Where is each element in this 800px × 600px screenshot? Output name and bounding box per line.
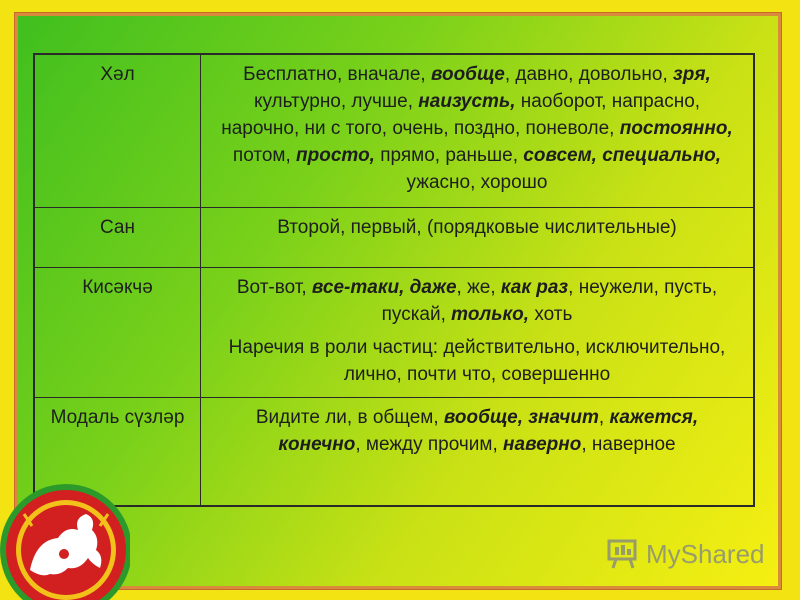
- emphasized-word: все-таки, даже: [311, 276, 457, 298]
- emphasized-word: совсем, специально,: [523, 145, 722, 166]
- emphasized-word: просто,: [296, 145, 375, 166]
- plain-text: культурно, лучше,: [253, 91, 419, 112]
- row-text: [215, 404, 739, 458]
- plain-text: ,: [598, 406, 610, 428]
- plain-text: ужасно, хорошо: [406, 172, 548, 193]
- row-note: Наречия в роли частиц: действительно, исключительно, лично, почти что, совершенно: [228, 336, 726, 385]
- plain-text: , давно, довольно,: [504, 64, 674, 85]
- plain-text: , между прочим,: [355, 433, 504, 455]
- row-description: [201, 267, 755, 397]
- plain-text: Второй, первый, (порядковые числительные): [277, 216, 677, 238]
- row-description: [201, 397, 755, 506]
- plain-text: , наверное: [581, 433, 676, 455]
- emphasized-word: наверно: [503, 433, 582, 455]
- plain-text: хоть: [529, 303, 573, 325]
- row-description: [201, 54, 755, 207]
- emphasized-word: зря,: [673, 64, 711, 85]
- grammar-table: [33, 53, 755, 507]
- emphasized-word: вообще, значит: [443, 406, 599, 428]
- row-term: Кисәкчә: [34, 267, 201, 397]
- watermark-text: MyShared: [646, 538, 765, 569]
- row-text: [215, 61, 739, 196]
- watermark: [606, 534, 765, 574]
- emphasized-word: постоянно,: [619, 118, 733, 139]
- plain-text: потом,: [232, 145, 297, 166]
- plain-text: Вот-вот,: [236, 276, 312, 298]
- row-description: [201, 207, 755, 267]
- tatarstan-coat-of-arms-icon: [0, 478, 130, 600]
- plain-text: наоборот, напрасно, нарочно, ни с того, очень, поздно, поневоле,: [221, 91, 701, 139]
- plain-text: , же,: [456, 276, 501, 298]
- plain-text: Бесплатно, вначале,: [243, 64, 431, 85]
- row-text: [215, 274, 739, 328]
- emphasized-word: только,: [451, 303, 530, 325]
- emphasized-word: кажется, конечно: [278, 406, 699, 455]
- emphasized-word: как раз: [500, 276, 569, 298]
- row-term: Модаль сүзләр: [34, 397, 201, 506]
- row-text: [215, 214, 739, 241]
- table-row: [34, 397, 754, 506]
- row-term: Хәл: [34, 54, 201, 207]
- table-row: [34, 207, 754, 267]
- table-row: [34, 54, 754, 207]
- plain-text: Видите ли, в общем,: [255, 406, 444, 428]
- plain-text: прямо, раньше,: [374, 145, 524, 166]
- presentation-board-icon: [606, 537, 640, 571]
- table-row: [34, 267, 754, 397]
- row-term: Сан: [34, 207, 201, 267]
- emphasized-word: наизусть,: [418, 91, 516, 112]
- plain-text: , неужели, пусть, пускай,: [381, 276, 718, 325]
- emphasized-word: вообще: [430, 64, 505, 85]
